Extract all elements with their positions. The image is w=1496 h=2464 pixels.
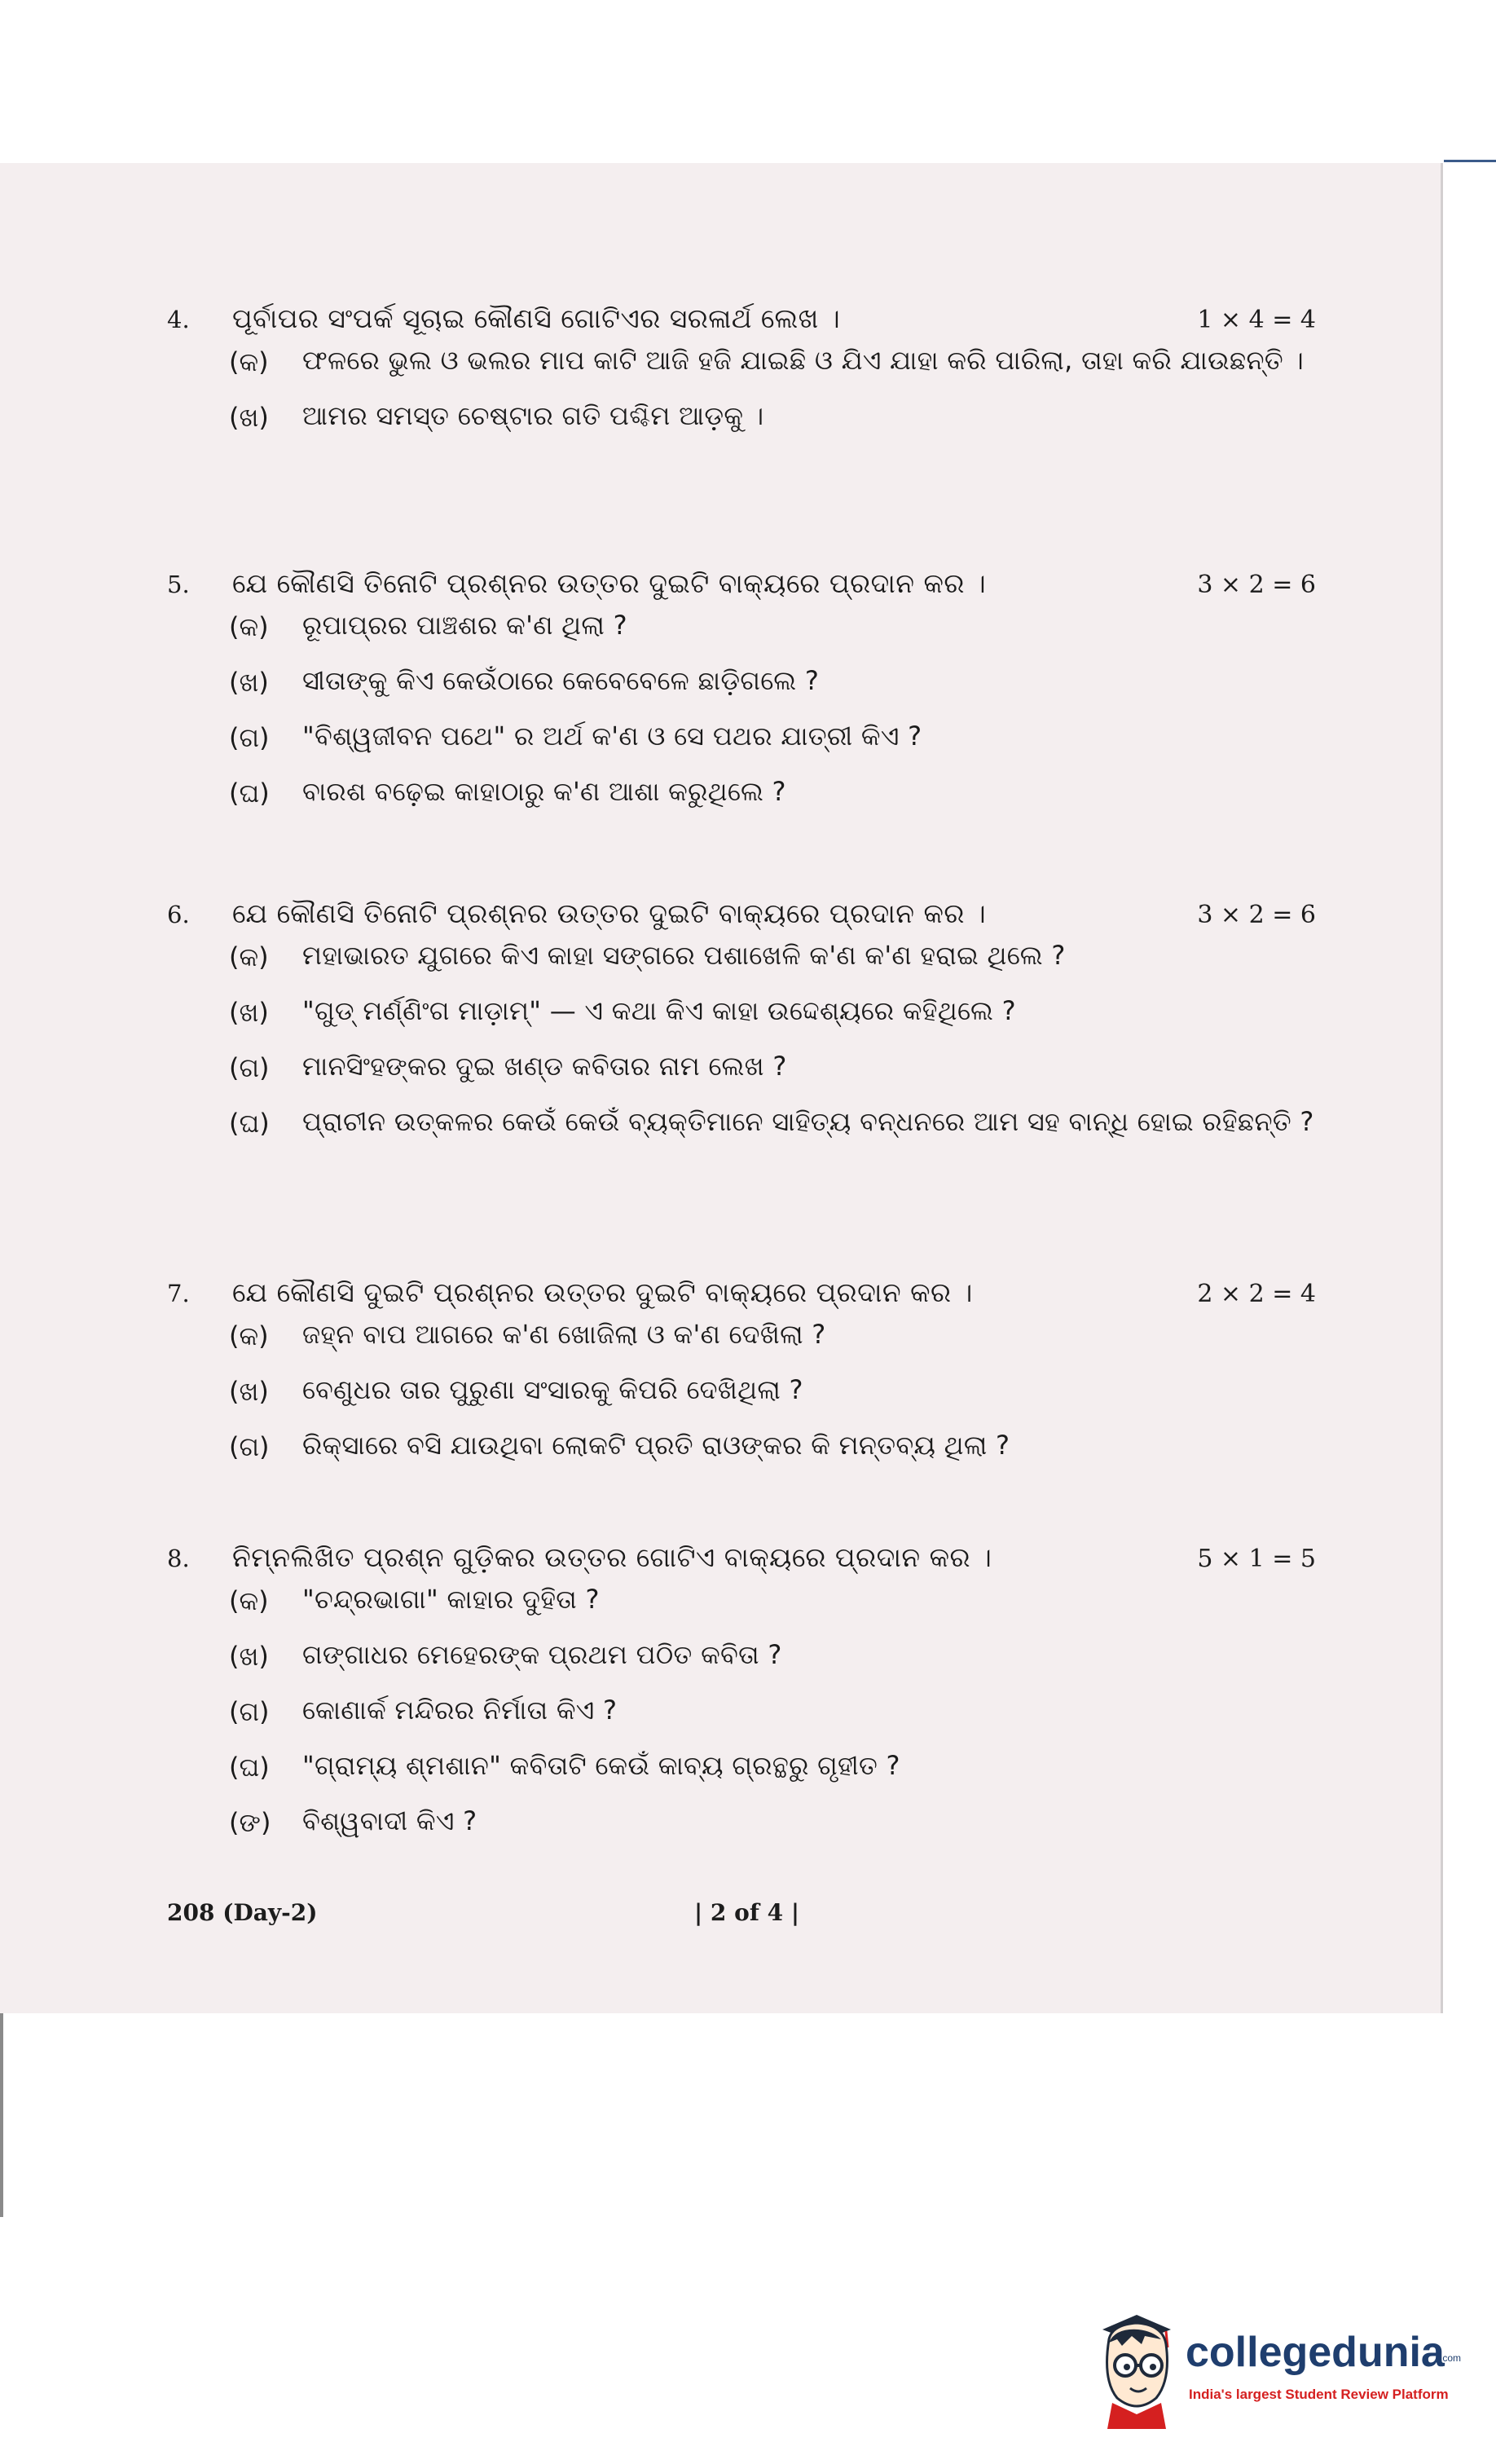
sub-question-text: ପ୍ରାଚୀନ ଉତ୍କଳର କେଉଁ କେଉଁ ବ୍ୟକ୍ତିମାନେ ସାହିତ୍ୟ ବନ୍ଧନରେ ଆମ ସହ ବାନ୍ଧି ହୋଇ ରହିଛନ୍ତି ? xyxy=(302,1106,1314,1137)
paper-code: 208 (Day-2) xyxy=(167,1899,318,1926)
sub-question xyxy=(229,1431,1316,1470)
sub-question-text: ଫଳରେ ଭୁଲ ଓ ଭଲର ମାପ କାଟି ଆଜି ହଜି ଯାଇଛି ଓ ଯିଏ ଯାହା କରି ପାରିଲା, ତାହା କରି ଯାଉଛନ୍ତି । xyxy=(302,345,1305,376)
sub-question-text: ବିଶ୍ୱବାଦୀ କିଏ ? xyxy=(302,1805,477,1836)
sub-question-text: ବେଣୁଧର ତାର ପୁରୁଣା ସଂସାରକୁ କିପରି ଦେଖିଥିଲା ? xyxy=(302,1374,803,1405)
sub-question-text: "ବିଶ୍ୱଜୀବନ ପଥେ" ର ଅର୍ଥ କ'ଣ ଓ ସେ ପଥର ଯାତ୍ରୀ କିଏ ? xyxy=(302,721,922,752)
sub-question xyxy=(229,1641,1316,1680)
question-text: ଯେ କୌଣସି ତିନୋଟି ପ୍ରଶ୍ନର ଉତ୍ତର ଦୁଇଟି ବାକ୍ୟରେ ପ୍ରଦାନ କର । xyxy=(232,897,987,929)
logo-wordmark: collegedunia xyxy=(1186,2329,1445,2376)
sub-question-text: ସୀତାଙ୍କୁ କିଏ କେଉଁଠାରେ କେବେବେଳେ ଛାଡ଼ିଗଲେ ? xyxy=(302,665,820,696)
sub-question-label: (କ) xyxy=(229,611,269,642)
sub-question-label: (ଘ) xyxy=(229,1752,270,1783)
sub-question-text: ରୂପାପ୍ରର ପାଞ୍ଚଶର କ'ଣ ଥିଲା ? xyxy=(302,610,627,641)
sub-question-text: "ଚନ୍ଦ୍ରଭାଗା" କାହାର ଦୁହିତା ? xyxy=(302,1584,600,1615)
sub-question-label: (ଗ) xyxy=(229,1696,270,1727)
page-number: | 2 of 4 | xyxy=(694,1899,800,1926)
sub-question xyxy=(229,1052,1316,1091)
question-number: 6. xyxy=(167,901,190,928)
question-4 xyxy=(167,298,1316,457)
sub-question-text: ମହାଭାରତ ଯୁଗରେ କିଏ କାହା ସଙ୍ଗରେ ପଶାଖେଳି କ'ଣ କ'ଣ ହରାଇ ଥିଲେ ? xyxy=(302,940,1066,971)
question-text: ଯେ କୌଣସି ଦୁଇଟି ପ୍ରଶ୍ନର ଉତ୍ତର ଦୁଇଟି ବାକ୍ୟରେ ପ୍ରଦାନ କର । xyxy=(232,1276,973,1308)
question-text: ଯେ କୌଣସି ତିନୋଟି ପ୍ରଶ୍ନର ଉତ୍ତର ଦୁଇଟି ବାକ୍ୟରେ ପ୍ରଦାନ କର । xyxy=(232,567,987,599)
corner-rule xyxy=(1444,160,1496,162)
sub-question-label: (ଖ) xyxy=(229,1641,269,1672)
sub-question xyxy=(229,1320,1316,1360)
question-number: 5. xyxy=(167,571,190,598)
question-marks: 1 × 4 = 4 xyxy=(1197,306,1316,334)
question-5 xyxy=(167,562,1316,833)
sub-question-label: (ଖ) xyxy=(229,1376,269,1407)
sub-question-text: ବାରଶ ବଢ଼େଇ କାହାଠାରୁ କ'ଣ ଆଶା କରୁଥିଲେ ? xyxy=(302,776,786,807)
sub-question-label: (ଙ) xyxy=(229,1807,271,1838)
question-number: 8. xyxy=(167,1545,190,1572)
sub-question xyxy=(229,402,1316,441)
sub-question-text: କୋଣାର୍କ ମନ୍ଦିରର ନିର୍ମାତା କିଏ ? xyxy=(302,1695,618,1726)
sub-question-text: ଗଙ୍ଗାଧର ମେହେରଙ୍କ ପ୍ରଥମ ପଠିତ କବିତା ? xyxy=(302,1639,782,1670)
question-number: 7. xyxy=(167,1280,190,1307)
sub-question xyxy=(229,722,1316,761)
question-text: ପୂର୍ବାପର ସଂପର୍କ ସୂଚାଇ କୌଣସି ଗୋଟିଏର ସରଳାର୍ଥ ଲେଖ । xyxy=(232,302,841,334)
logo-suffix: .com xyxy=(1440,2352,1462,2364)
sub-question-label: (କ) xyxy=(229,941,269,972)
sub-question-label: (ଘ) xyxy=(229,1108,270,1139)
sub-question xyxy=(229,941,1316,981)
sub-question xyxy=(229,611,1316,650)
sub-question-text: ମାନସିଂହଙ୍କର ଦୁଇ ଖଣ୍ଡ କବିତାର ନାମ ଲେଖ ? xyxy=(302,1051,787,1082)
sub-question xyxy=(229,997,1316,1036)
sub-question-label: (ଖ) xyxy=(229,667,269,698)
sub-question-label: (ଗ) xyxy=(229,1052,270,1083)
sub-question xyxy=(229,1696,1316,1735)
question-number: 4. xyxy=(167,306,190,333)
sub-question xyxy=(229,1376,1316,1415)
sub-question-label: (ଘ) xyxy=(229,778,270,809)
sub-question-label: (ଖ) xyxy=(229,997,269,1028)
sub-question-label: (ଗ) xyxy=(229,1431,270,1462)
question-marks: 3 × 2 = 6 xyxy=(1197,901,1316,929)
sub-question xyxy=(229,1585,1316,1624)
question-7 xyxy=(167,1272,1316,1487)
sub-question-label: (କ) xyxy=(229,1585,269,1616)
sub-question-label: (ଖ) xyxy=(229,402,269,433)
sub-question xyxy=(229,1807,1316,1846)
sub-question xyxy=(229,346,1316,386)
question-8 xyxy=(167,1536,1316,1862)
sub-question-text: ଜହ୍ନ ବାପ ଆଗରେ କ'ଣ ଖୋଜିଲା ଓ କ'ଣ ଦେଖିଲା ? xyxy=(302,1319,826,1350)
sub-question-text: ଆମର ସମସ୍ତ ଚେଷ୍ଟାର ଗତି ପଶ୍ଚିମ ଆଡ଼କୁ । xyxy=(302,400,764,431)
sub-question-text: "ଗ୍ରାମ୍ୟ ଶ୍ମଶାନ" କବିତାଟି କେଉଁ କାବ୍ୟ ଗ୍ରନ୍ଥରୁ ଗୃହୀତ ? xyxy=(302,1750,900,1781)
sub-question xyxy=(229,778,1316,817)
sub-question-label: (କ) xyxy=(229,1320,269,1351)
question-marks: 3 × 2 = 6 xyxy=(1197,571,1316,599)
sub-question-label: (ଗ) xyxy=(229,722,270,753)
sub-question xyxy=(229,1108,1316,1147)
question-marks: 2 × 2 = 4 xyxy=(1197,1280,1316,1308)
question-6 xyxy=(167,893,1316,1163)
collegedunia-logo[interactable] xyxy=(1088,2307,1471,2429)
sub-question xyxy=(229,1752,1316,1791)
sub-question xyxy=(229,667,1316,706)
student-mascot-icon xyxy=(1088,2307,1186,2429)
sub-question-text: ରିକ୍ସାରେ ବସି ଯାଉଥିବା ଲୋକଟି ପ୍ରତି ରାଓଙ୍କର କି ମନ୍ତବ୍ୟ ଥିଲା ? xyxy=(302,1430,1010,1461)
scan-right-edge xyxy=(1441,163,1443,2013)
sub-question-text: "ଗୁଡ୍ ମର୍ଣ୍ଣିଂଗ ମାଡ଼ାମ୍" — ଏ କଥା କିଏ କାହା ଉଦ୍ଦେଶ୍ୟରେ କହିଥିଲେ ? xyxy=(302,995,1016,1026)
question-text: ନିମ୍ନଲିଖିତ ପ୍ରଶ୍ନ ଗୁଡ଼ିକର ଉତ୍ତର ଗୋଟିଏ ବାକ୍ୟରେ ପ୍ରଦାନ କର । xyxy=(232,1541,992,1573)
question-marks: 5 × 1 = 5 xyxy=(1197,1545,1316,1573)
logo-tagline: India's largest Student Review Platform xyxy=(1189,2387,1449,2402)
sub-question-label: (କ) xyxy=(229,346,269,377)
